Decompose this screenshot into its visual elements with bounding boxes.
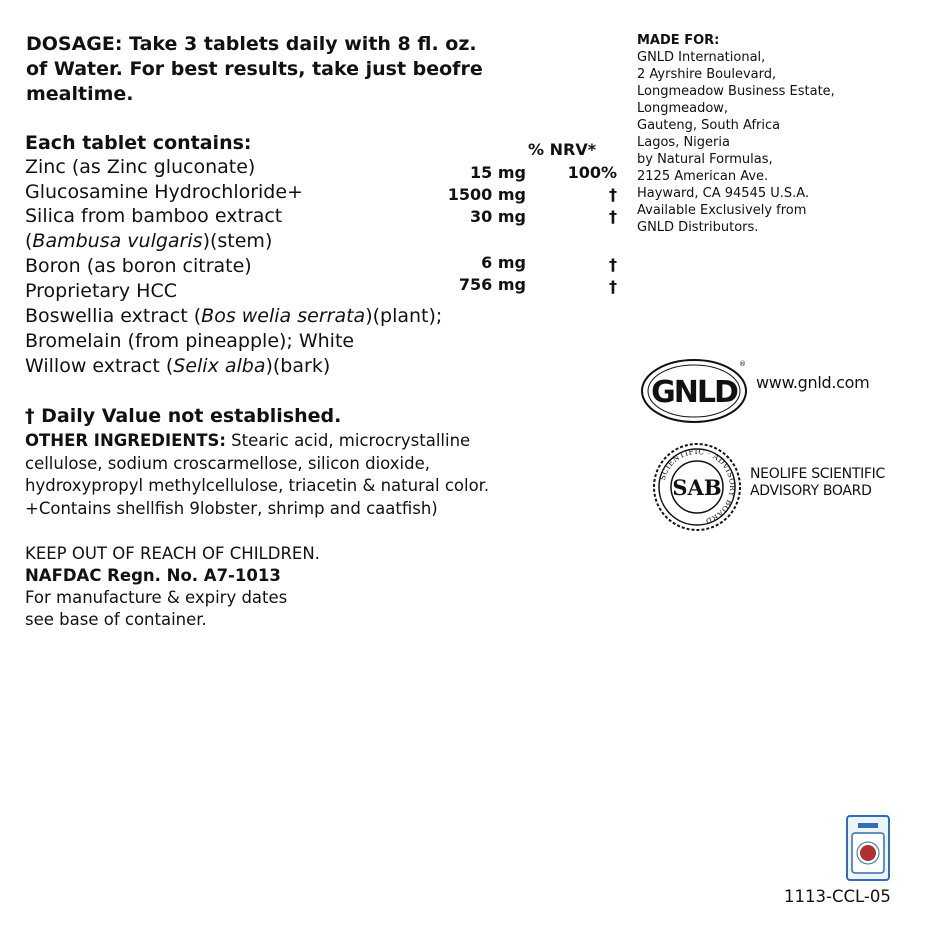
- hcc-line-3-post: )(bark): [265, 355, 331, 377]
- made-for-line: GNLD International,: [637, 50, 766, 65]
- dosage-line-3: mealtime.: [26, 83, 134, 105]
- bambusa-latin: Bambusa vulgaris: [32, 230, 203, 252]
- made-for-line: Lagos, Nigeria: [637, 135, 730, 150]
- gnld-logo-icon: [640, 358, 752, 424]
- hcc-line-2: Bromelain (from pineapple); White: [25, 330, 355, 352]
- nutrient-nrv-silica: †: [609, 207, 617, 226]
- nutrient-label-hcc: Proprietary HCC: [25, 280, 177, 302]
- willow-latin: Selix alba: [173, 355, 266, 377]
- hcc-line-3: [25, 355, 330, 377]
- made-for-line: 2 Ayrshire Boulevard,: [637, 67, 777, 82]
- dosage-line-2: of Water. For best results, take just beofre: [26, 58, 483, 80]
- made-for-heading: MADE FOR:: [637, 33, 720, 48]
- nutrient-amount-glucosamine: 1500 mg: [447, 185, 526, 204]
- made-for-line: Hayward, CA 94545 U.S.A.: [637, 186, 810, 201]
- hcc-line-1: [25, 305, 442, 327]
- made-for-line: Longmeadow Business Estate,: [637, 84, 835, 99]
- sab-ring-text: SCIENTIFIC · ADVISORY BOARD: [657, 446, 738, 526]
- warnings-block: [25, 543, 320, 631]
- recycle-icon: [846, 815, 890, 881]
- gnld-logo: [640, 358, 752, 428]
- sab-seal-text: SAB: [672, 475, 722, 500]
- neolife-line-1: NEOLIFE SCIENTIFIC: [750, 466, 885, 482]
- daily-value-note: † Daily Value not established.: [25, 405, 342, 427]
- nutrient-nrv-zinc: 100%: [567, 163, 617, 182]
- nafdac-number: NAFDAC Regn. No. A7-1013: [25, 566, 281, 585]
- nutrient-nrv-boron: †: [609, 255, 617, 274]
- neolife-board: [750, 466, 885, 500]
- other-ingredients-text-1: Stearic acid, microcrystalline: [225, 431, 471, 450]
- nutrient-amount-zinc: 15 mg: [470, 163, 526, 182]
- other-ingredients: [25, 430, 489, 520]
- bambusa-part: (stem): [209, 230, 273, 252]
- boswellia-latin: Bos welia serrata: [201, 305, 366, 327]
- nutrient-nrv-hcc: †: [609, 277, 617, 296]
- dosage-line-1: DOSAGE: Take 3 tablets daily with 8 fl. oz.: [26, 33, 477, 55]
- made-for-line: Available Exclusively from: [637, 203, 807, 218]
- expiry-line-1: For manufacture & expiry dates: [25, 588, 288, 607]
- sab-seal: [652, 442, 742, 536]
- expiry-line-2: see base of container.: [25, 610, 207, 629]
- nutrient-label-bambusa: (Bambusa vulgaris)(stem): [25, 230, 273, 252]
- nutrient-amount-hcc: 756 mg: [458, 275, 526, 294]
- hcc-line-3-pre: Willow extract (: [25, 355, 174, 377]
- other-ingredients-line-3: hydroxypropyl methylcellulose, triacetin & natural color.: [25, 476, 490, 495]
- registered-mark: ®: [739, 360, 746, 368]
- nutrient-label-zinc: Zinc (as Zinc gluconate): [25, 156, 256, 178]
- each-tablet-heading: Each tablet contains:: [25, 132, 252, 154]
- hcc-line-1-post: )(plant);: [365, 305, 443, 327]
- other-ingredients-line-2: cellulose, sodium croscarmellose, silicon dioxide,: [25, 453, 430, 473]
- made-for-line: by Natural Formulas,: [637, 152, 773, 167]
- neolife-line-2: ADVISORY BOARD: [750, 483, 872, 499]
- keep-out-warning: KEEP OUT OF REACH OF CHILDREN.: [25, 544, 320, 563]
- nutrient-label-boron: Boron (as boron citrate): [25, 255, 252, 277]
- product-code: 1113-CCL-05: [784, 887, 891, 906]
- nutrient-label-glucosamine: Glucosamine Hydrochloride+: [25, 181, 303, 203]
- sab-seal-icon: [652, 442, 742, 532]
- other-ingredients-line-1: [25, 430, 489, 453]
- made-for-line: Gauteng, South Africa: [637, 118, 781, 133]
- recycle-icon-graphic: [848, 817, 888, 879]
- gnld-logo-text: GNLD: [651, 375, 737, 410]
- made-for-line: 2125 American Ave.: [637, 169, 769, 184]
- nutrient-amount-boron: 6 mg: [481, 253, 526, 272]
- made-for-line: GNLD Distributors.: [637, 220, 759, 235]
- hcc-line-1-pre: Boswellia extract (: [25, 305, 202, 327]
- nutrient-nrv-glucosamine: †: [609, 185, 617, 204]
- other-ingredients-label: OTHER INGREDIENTS:: [25, 431, 226, 450]
- made-for-block: [637, 32, 835, 236]
- gnld-url: www.gnld.com: [756, 373, 870, 392]
- nutrient-label-silica: Silica from bamboo extract: [25, 205, 283, 227]
- nutrient-amount-silica: 30 mg: [470, 207, 526, 226]
- dosage-instructions: [26, 32, 483, 107]
- made-for-line: Longmeadow,: [637, 101, 729, 116]
- other-ingredients-line-4: +Contains shellfish 9lobster, shrimp and caatfish): [25, 498, 438, 518]
- nrv-header: % NRV*: [528, 140, 597, 159]
